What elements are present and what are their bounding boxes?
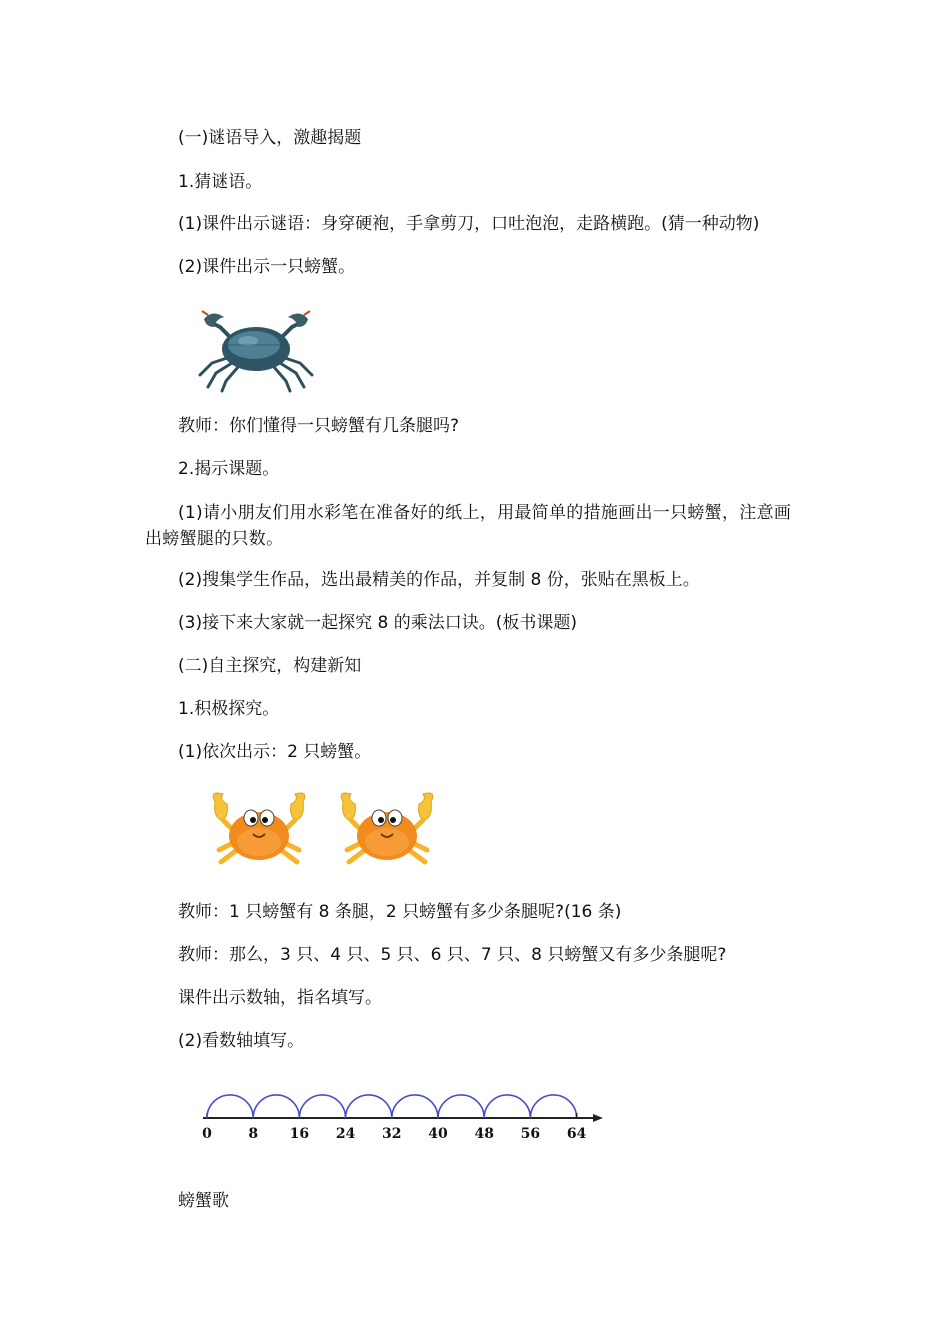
axis-arrow-icon bbox=[593, 1114, 603, 1122]
number-line-svg bbox=[195, 1060, 615, 1150]
number-line-tick-label: 0 bbox=[202, 1126, 212, 1142]
number-line-tick-label: 64 bbox=[566, 1126, 587, 1142]
teacher-two-crabs-legs: 教师：1 只螃蟹有 8 条腿，2 只螃蟹有多少条腿呢?(16 条) bbox=[178, 902, 622, 922]
step-title-explore: 1.积极探究。 bbox=[178, 699, 280, 719]
number-line-jump-arc bbox=[530, 1095, 576, 1118]
number-line-tick-label: 48 bbox=[474, 1126, 494, 1142]
teacher-question-legs: 教师：你们懂得一只螃蟹有几条腿吗? bbox=[178, 416, 460, 436]
riddle-text: (1)课件出示谜语：身穿硬袍，手拿剪刀，口吐泡泡，走路横跑。(猜一种动物) bbox=[178, 214, 760, 234]
number-line-tick-label: 16 bbox=[289, 1126, 310, 1142]
number-line-tick-label: 24 bbox=[335, 1126, 356, 1142]
show-two-crabs-text: (1)依次出示：2 只螃蟹。 bbox=[178, 742, 372, 762]
teacher-more-crabs-legs: 教师：那么，3 只、4 只、5 只、6 只、7 只、8 只螃蟹又有多少条腿呢? bbox=[178, 945, 727, 965]
show-number-line-text: 课件出示数轴，指名填写。 bbox=[178, 988, 382, 1008]
explore-rule-text: (3)接下来大家就一起探究 8 的乘法口诀。(板书课题) bbox=[178, 613, 577, 633]
number-line-jump-arc bbox=[253, 1095, 299, 1118]
blue-crab-image bbox=[190, 305, 322, 393]
number-line-jump-arc bbox=[299, 1095, 345, 1118]
fill-number-line-text: (2)看数轴填写。 bbox=[178, 1031, 305, 1051]
section-heading-1: (一)谜语导入，激趣揭题 bbox=[178, 128, 362, 148]
draw-crab-instruction: (1)请小朋友们用水彩笔在准备好的纸上，用最简单的措施画出一只螃蟹，注意画出螃蟹腿的只数。 bbox=[145, 503, 792, 549]
number-line-tick-label: 56 bbox=[520, 1126, 541, 1142]
number-line-tick-label: 32 bbox=[382, 1126, 402, 1142]
crab-song-title: 螃蟹歌 bbox=[178, 1191, 229, 1211]
number-line-figure bbox=[195, 1060, 615, 1150]
number-line-jump-arc bbox=[392, 1095, 438, 1118]
number-line-tick-label: 8 bbox=[248, 1126, 259, 1142]
show-crab-text: (2)课件出示一只螃蟹。 bbox=[178, 257, 356, 277]
cartoon-crabs-image bbox=[205, 790, 445, 876]
section-heading-2: (二)自主探究，构建新知 bbox=[178, 656, 362, 676]
collect-works-text: (2)搜集学生作品，选出最精美的作品，并复制 8 份，张贴在黑板上。 bbox=[178, 570, 700, 590]
step-title-guess-riddle: 1.猜谜语。 bbox=[178, 172, 263, 192]
number-line-tick-label: 40 bbox=[428, 1126, 448, 1142]
number-line-jump-arc bbox=[438, 1095, 484, 1118]
number-line-jump-arc bbox=[346, 1095, 392, 1118]
number-line-jump-arc bbox=[207, 1095, 253, 1118]
step-title-reveal-topic: 2.揭示课题。 bbox=[178, 459, 280, 479]
number-line-jump-arc bbox=[484, 1095, 530, 1118]
